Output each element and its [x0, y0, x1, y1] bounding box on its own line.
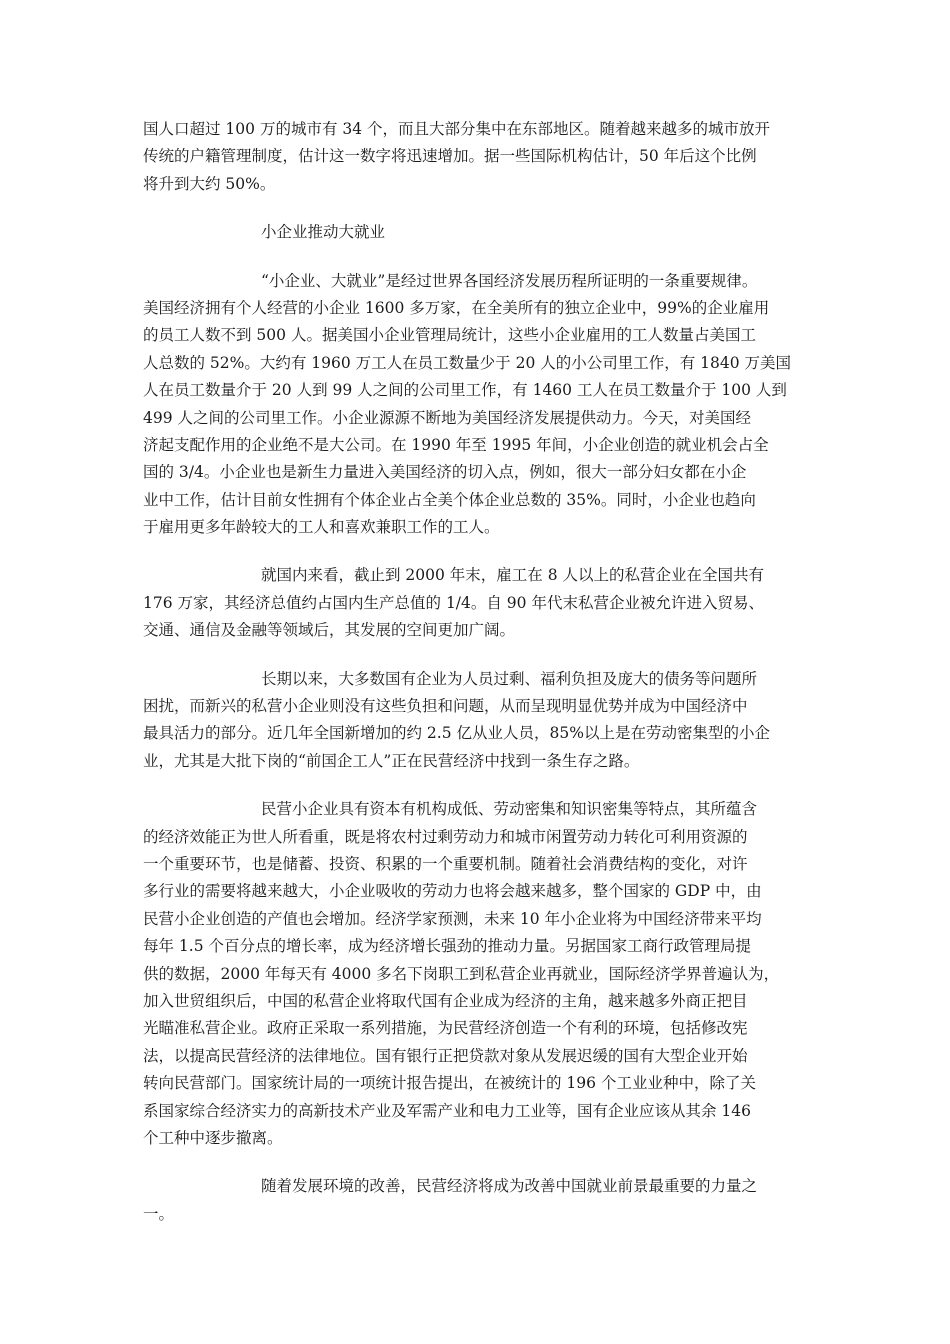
paragraph-line: 供的数据，2000 年每天有 4000 多名下岗职工到私营企业再就业，国际经济学界普遍认为， — [143, 964, 780, 983]
paragraph — [143, 116, 811, 198]
paragraph-line: 民营小企业具有资本有机构成低、劳动密集和知识密集等特点，其所蕴含 — [261, 800, 758, 819]
paragraph-line: “小企业、大就业”是经过世界各国经济发展历程所证明的一条重要规律。 — [261, 271, 758, 290]
paragraph-line: 业，尤其是大批下岗的“前国企工人”正在民营经济中找到一条生存之路。 — [143, 751, 640, 770]
paragraph-line: 传统的户籍管理制度，估计这一数字将迅速增加。据一些国际机构估计，50 年后这个比例 — [143, 147, 757, 166]
paragraph-line: 济起支配作用的企业绝不是大公司。在 1990 年至 1995 年间，小企业创造的就业机会占全 — [143, 435, 769, 454]
paragraph-line: 系国家综合经济实力的高新技术产业及军需产业和电力工业等，国有企业应该从其余 146 — [143, 1101, 752, 1120]
paragraph-line: 的员工人数不到 500 人。据美国小企业管理局统计，这些小企业雇用的工人数量占美国工 — [143, 326, 756, 345]
paragraph-line: 将升到大约 50%。 — [143, 174, 276, 193]
paragraph-line: 的经济效能正为世人所看重，既是将农村过剩劳动力和城市闲置劳动力转化可利用资源的 — [143, 827, 748, 846]
paragraph-line: 业中工作，估计目前女性拥有个体企业占全美个体企业总数的 35%。同时，小企业也趋向 — [143, 490, 756, 509]
paragraph-line: 交通、通信及金融等领域后，其发展的空间更加广阔。 — [143, 621, 516, 640]
paragraph-line: 困扰，而新兴的私营小企业则没有这些负担和问题，从而呈现明显优势并成为中国经济中 — [143, 697, 748, 716]
paragraph-line: 就国内来看，截止到 2000 年末，雇工在 8 人以上的私营企业在全国共有 — [261, 566, 765, 585]
paragraph — [143, 666, 811, 776]
paragraph-line: 国的 3/4。小企业也是新生力量进入美国经济的切入点，例如，很大一部分妇女都在小企 — [143, 463, 747, 482]
paragraph-line: 每年 1.5 个百分点的增长率，成为经济增长强劲的推动力量。另据国家工商行政管理局提 — [143, 937, 752, 956]
paragraph-line: 国人口超过 100 万的城市有 34 个，而且大部分集中在东部地区。随着越来越多的城市放开 — [143, 120, 771, 138]
paragraph-line: 美国经济拥有个人经营的小企业 1600 多万家，在全美所有的独立企业中，99%的企业雇用 — [143, 298, 770, 317]
heading-text: 小企业推动大就业 — [261, 223, 386, 242]
paragraph — [143, 562, 811, 644]
paragraph-line: 人在员工数量介于 20 人到 99 人之间的公司里工作，有 1460 工人在员工数量介于 100 人到 — [143, 381, 787, 400]
paragraph — [143, 796, 811, 1152]
paragraph-line: 光瞄准私营企业。政府正采取一系列措施，为民营经济创造一个有利的环境，包括修改宪 — [143, 1019, 748, 1038]
paragraph — [143, 268, 811, 542]
paragraph-line: 最具活力的部分。近几年全国新增加的约 2.5 亿从业人员，85%以上是在劳动密集型的小企 — [143, 724, 770, 743]
paragraph — [143, 1173, 811, 1228]
paragraph-line: 加入世贸组织后，中国的私营企业将取代国有企业成为经济的主角，越来越多外商正把目 — [143, 991, 748, 1010]
paragraph-line: 一个重要环节，也是储蓄、投资、积累的一个重要机制。随着社会消费结构的变化，对许 — [143, 854, 748, 873]
document-body — [143, 116, 811, 1249]
paragraph-line: 人总数的 52%。大约有 1960 万工人在员工数量少于 20 人的小公司里工作，有 1840 万美国 — [143, 353, 792, 372]
paragraph-line: 于雇用更多年龄较大的工人和喜欢兼职工作的工人。 — [143, 518, 500, 537]
paragraph-line: 一。 — [143, 1204, 175, 1223]
paragraph-line: 随着发展环境的改善，民营经济将成为改善中国就业前景最重要的力量之 — [261, 1177, 758, 1196]
paragraph-line: 法，以提高民营经济的法律地位。国有银行正把贷款对象从发展迟缓的国有大型企业开始 — [143, 1046, 748, 1065]
paragraph-line: 499 人之间的公司里工作。小企业源源不断地为美国经济发展提供动力。今天，对美国经 — [143, 408, 752, 427]
paragraph-line: 长期以来，大多数国有企业为人员过剩、福利负担及庞大的债务等问题所 — [261, 669, 758, 688]
paragraph-line: 民营小企业创造的产值也会增加。经济学家预测，未来 10 年小企业将为中国经济带来平均 — [143, 909, 762, 928]
paragraph-line: 176 万家，其经济总值约占国内生产总值的 1/4。自 90 年代末私营企业被允许进入贸易、 — [143, 593, 764, 612]
section-heading — [143, 219, 811, 246]
paragraph-line: 转向民营部门。国家统计局的一项统计报告提出，在被统计的 196 个工业业种中，除了关 — [143, 1074, 756, 1093]
paragraph-line: 多行业的需要将越来越大，小企业吸收的劳动力也将会越来越多，整个国家的 GDP 中，由 — [143, 882, 762, 901]
paragraph-line: 个工种中逐步撤离。 — [143, 1128, 283, 1147]
